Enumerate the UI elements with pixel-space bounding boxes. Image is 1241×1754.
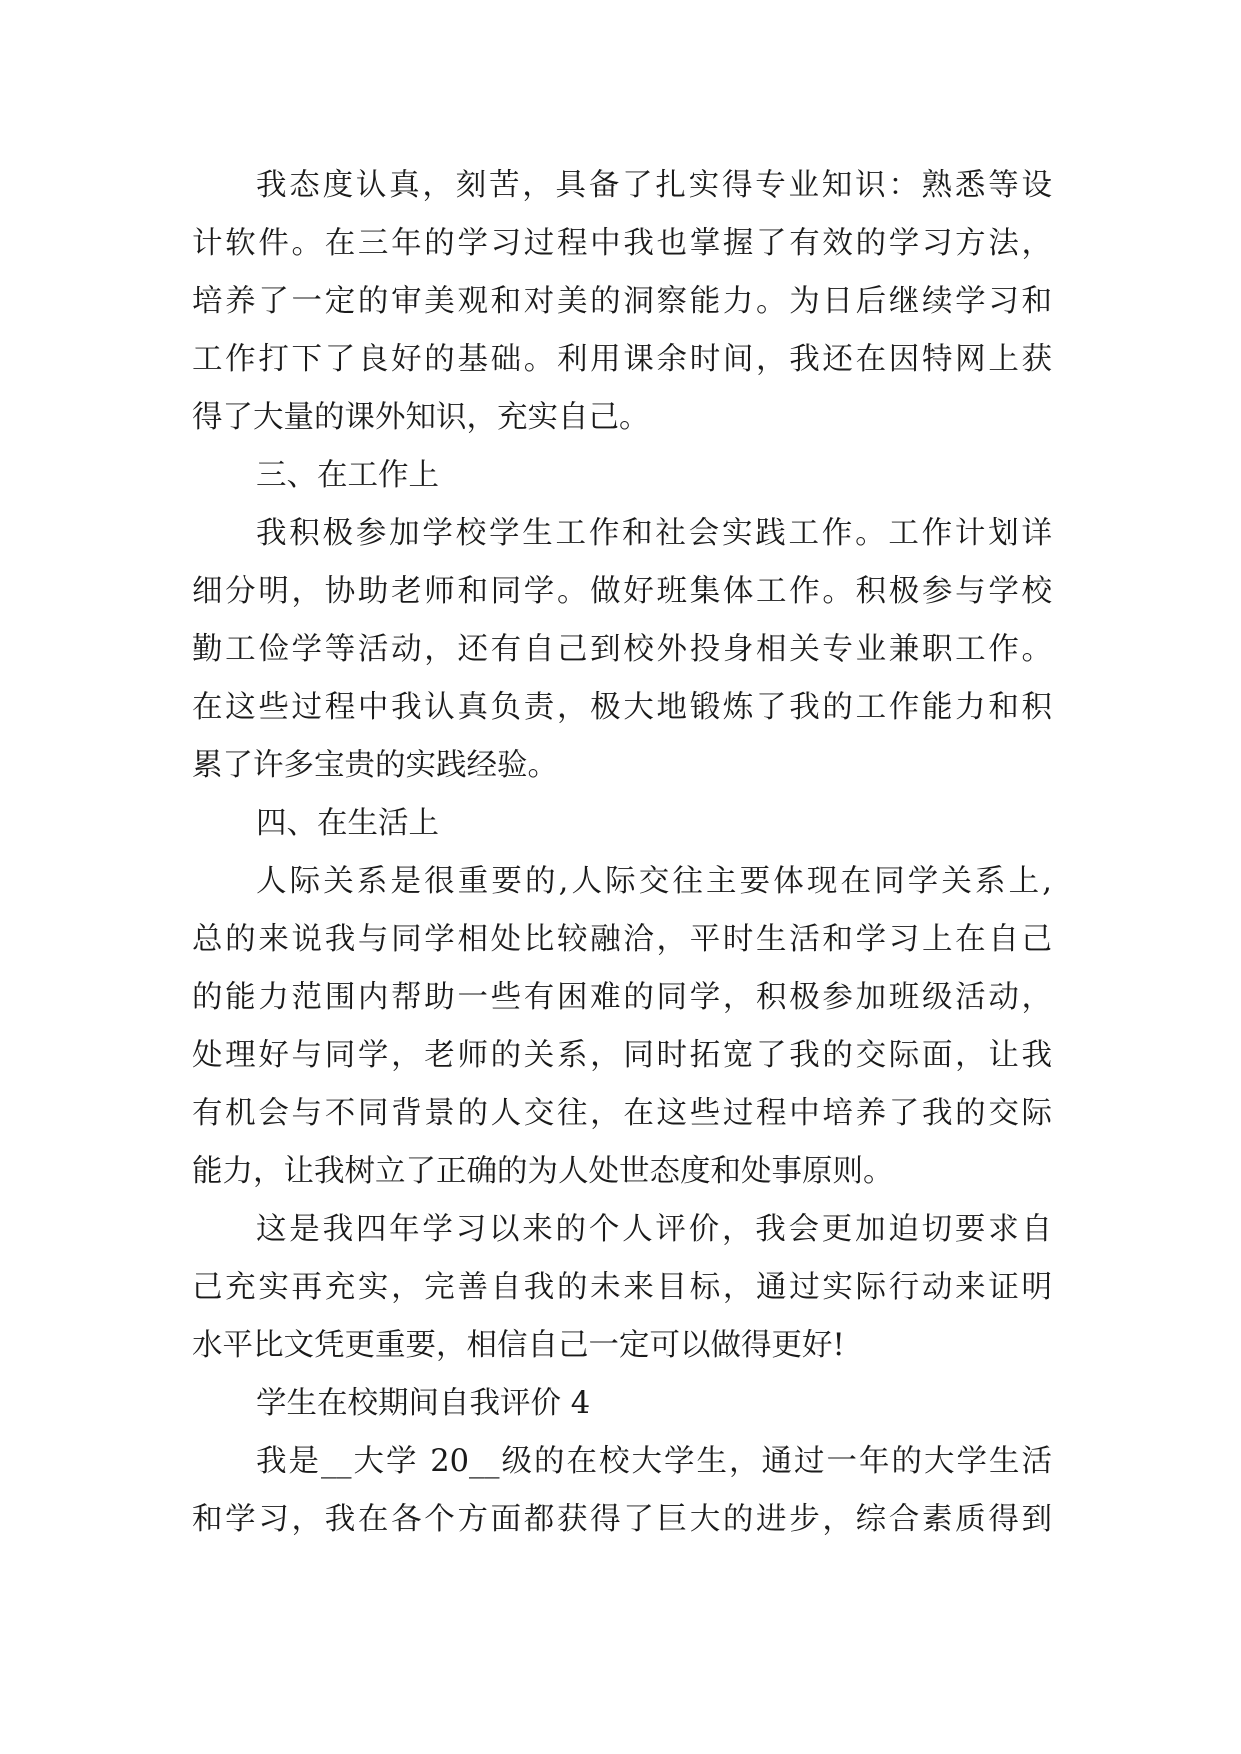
paragraph-line: 能力，让我树立了正确的为人处世态度和处事原则。 [192,1154,894,1189]
paragraph-line: 勤工俭学等活动，还有自己到校外投身相关专业兼职工作。 [192,632,1052,667]
paragraph-line: 有机会与不同背景的人交往，在这些过程中培养了我的交际 [192,1096,1052,1131]
paragraph-line: 得了大量的课外知识，充实自己。 [192,400,650,435]
paragraph-line: 我积极参加学校学生工作和社会实践工作。工作计划详 [256,516,1052,551]
section-heading: 四、在生活上 [256,806,439,841]
paragraph-line: 水平比文凭更重要，相信自己一定可以做得更好! [192,1328,845,1363]
paragraph-line: 累了许多宝贵的实践经验。 [192,748,558,783]
paragraph-line: 己充实再充实，完善自我的未来目标，通过实际行动来证明 [192,1270,1052,1305]
paragraph-line: 计软件。在三年的学习过程中我也掌握了有效的学习方法， [192,226,1052,261]
paragraph-line: 在这些过程中我认真负责，极大地锻炼了我的工作能力和积 [192,690,1052,725]
paragraph-line: 培养了一定的审美观和对美的洞察能力。为日后继续学习和 [192,284,1052,319]
section-heading: 三、在工作上 [256,458,439,493]
paragraph-line: 总的来说我与同学相处比较融洽，平时生活和学习上在自己 [192,922,1052,957]
paragraph-line: 处理好与同学，老师的关系，同时拓宽了我的交际面，让我 [192,1038,1052,1073]
section-heading: 学生在校期间自我评价 4 [256,1386,591,1421]
paragraph-line: 细分明，协助老师和同学。做好班集体工作。积极参与学校 [192,574,1052,609]
paragraph-line: 和学习，我在各个方面都获得了巨大的进步，综合素质得到 [192,1502,1052,1537]
paragraph-line: 这是我四年学习以来的个人评价，我会更加迫切要求自 [256,1212,1052,1247]
paragraph-line: 我是__大学 20__级的在校大学生，通过一年的大学生活 [256,1444,1052,1479]
paragraph-line: 工作打下了良好的基础。利用课余时间，我还在因特网上获 [192,342,1052,377]
paragraph-line: 人际关系是很重要的,人际交往主要体现在同学关系上, [256,864,1052,899]
paragraph-line: 我态度认真，刻苦，具备了扎实得专业知识：熟悉等设 [256,168,1052,203]
paragraph-line: 的能力范围内帮助一些有困难的同学，积极参加班级活动， [192,980,1052,1015]
